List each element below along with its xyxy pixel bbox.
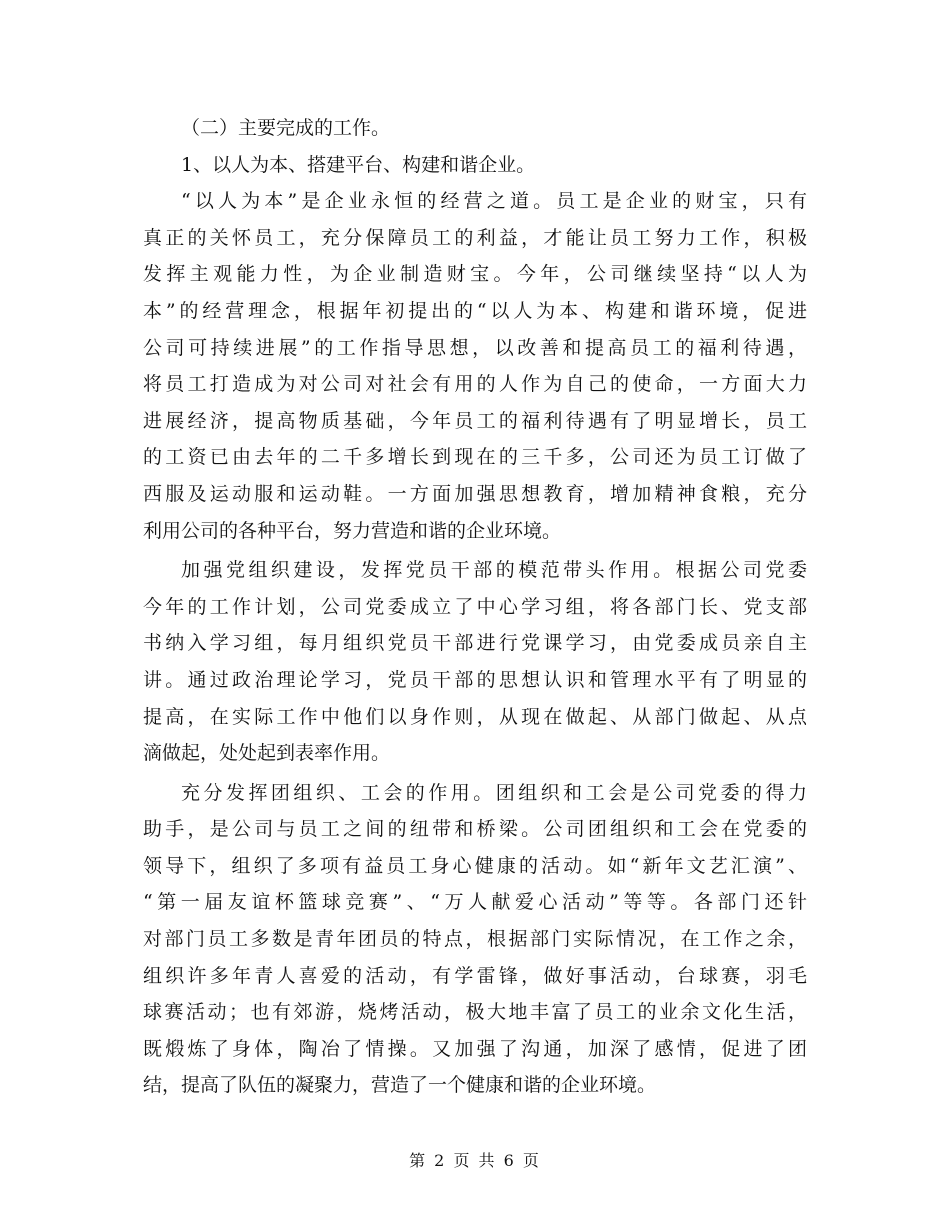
- paragraph-line: 书纳入学习组，每月组织党员干部进行党课学习，由党委成员亲自主: [143, 632, 807, 655]
- paragraph-line: 滴做起，处处起到表率作用。: [143, 742, 391, 765]
- paragraph-line: 今年的工作计划，公司党委成立了中心学习组，将各部门长、党支部: [143, 595, 807, 618]
- paragraph-line: 的工资已由去年的二千多增长到现在的三千多，公司还为员工订做了: [143, 446, 807, 469]
- page-footer: 第 2 页 共 6 页: [409, 1151, 541, 1170]
- paragraph-line: 进展经济，提高物质基础，今年员工的福利待遇有了明显增长，员工: [143, 409, 807, 432]
- paragraph-line: 公司可持续进展”的工作指导思想，以改善和提高员工的福利待遇，: [143, 336, 807, 359]
- paragraph-line: 发挥主观能力性，为企业制造财宝。今年，公司继续坚持“以人为: [143, 263, 807, 286]
- paragraph-line: 将员工打造成为对公司对社会有用的人作为自己的使命，一方面大力: [143, 373, 807, 396]
- paragraph-line: 真正的关怀员工，充分保障员工的利益，才能让员工努力工作，积极: [143, 226, 807, 249]
- section-heading: （二）主要完成的工作。: [181, 117, 391, 139]
- paragraph-line: 结，提高了队伍的凝聚力，营造了一个健康和谐的企业环境。: [143, 1074, 657, 1097]
- paragraph-line: 既煅炼了身体，陶冶了情操。又加强了沟通，加深了感情，促进了团: [143, 1037, 807, 1060]
- document-body: [143, 110, 807, 1104]
- paragraph-line: 西服及运动服和运动鞋。一方面加强思想教育，增加精神食粮，充分: [143, 482, 807, 505]
- paragraph-line: 领导下，组织了多项有益员工身心健康的活动。如“新年文艺汇演”、: [143, 854, 807, 877]
- paragraph-line: 助手，是公司与员工之间的纽带和桥梁。公司团组织和工会在党委的: [143, 818, 807, 841]
- paragraph-line: 加强党组织建设，发挥党员干部的模范带头作用。根据公司党委: [181, 559, 807, 582]
- paragraph-line: 利用公司的各种平台，努力营造和谐的企业环境。: [143, 519, 562, 542]
- paragraph-line: “第一届友谊杯篮球竞赛”、“万人献爱心活动”等等。各部门还针: [143, 891, 807, 914]
- subsection-heading: 1、以人为本、搭建平台、构建和谐企业。: [181, 153, 536, 176]
- paragraph-line: 充分发挥团组织、工会的作用。团组织和工会是公司党委的得力: [181, 781, 807, 804]
- paragraph-line: 组织许多年青人喜爱的活动，有学雷锋，做好事活动，台球赛，羽毛: [143, 964, 807, 987]
- paragraph-line: 球赛活动；也有郊游，烧烤活动，极大地丰富了员工的业余文化生活，: [143, 1001, 807, 1024]
- paragraph-line: 讲。通过政治理论学习，党员干部的思想认识和管理水平有了明显的: [143, 668, 807, 691]
- paragraph-line: 本”的经营理念，根据年初提出的“以人为本、构建和谐环境，促进: [143, 299, 807, 322]
- paragraph-line: 对部门员工多数是青年团员的特点，根据部门实际情况，在工作之余，: [143, 928, 807, 951]
- paragraph-line: 提高，在实际工作中他们以身作则，从现在做起、从部门做起、从点: [143, 705, 807, 728]
- paragraph-line: “以人为本”是企业永恒的经营之道。员工是企业的财宝，只有: [181, 190, 807, 213]
